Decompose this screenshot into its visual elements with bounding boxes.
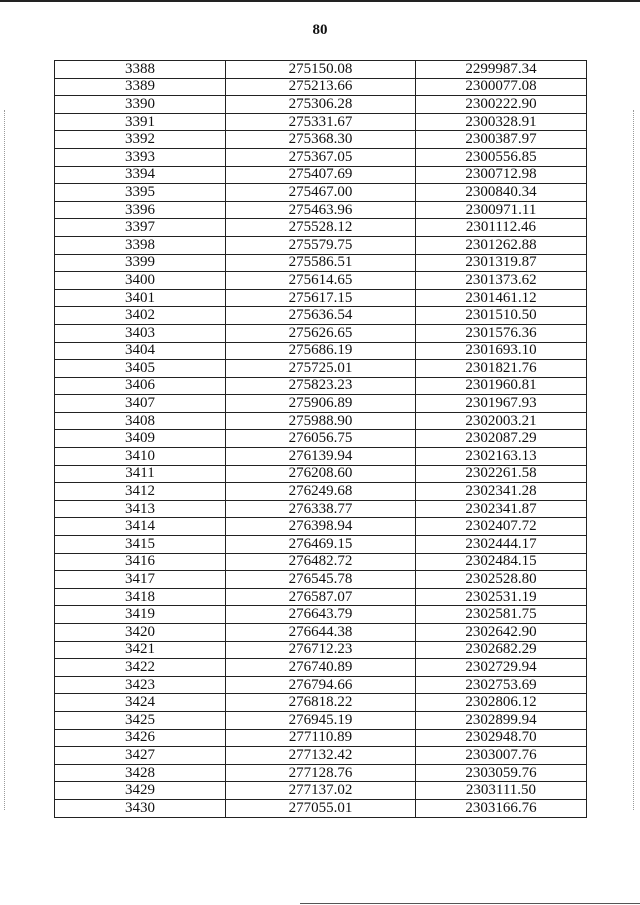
x-coordinate-cell: 276587.07: [226, 588, 416, 606]
point-number-cell: 3390: [55, 96, 226, 114]
x-coordinate-cell: 275725.01: [226, 360, 416, 378]
point-number-cell: 3403: [55, 324, 226, 342]
point-number-cell: 3419: [55, 606, 226, 624]
table-row: [55, 500, 587, 518]
y-coordinate-cell: 2301373.62: [416, 272, 587, 290]
table-row: [55, 448, 587, 466]
point-number-cell: 3392: [55, 131, 226, 149]
table-row: [55, 307, 587, 325]
table-row: [55, 289, 587, 307]
y-coordinate-cell: 2302341.28: [416, 483, 587, 501]
table-row: [55, 624, 587, 642]
y-coordinate-cell: 2301821.76: [416, 360, 587, 378]
table-row: [55, 782, 587, 800]
point-number-cell: 3426: [55, 729, 226, 747]
x-coordinate-cell: 277055.01: [226, 799, 416, 817]
point-number-cell: 3413: [55, 500, 226, 518]
y-coordinate-cell: 2302003.21: [416, 412, 587, 430]
x-coordinate-cell: 275150.08: [226, 61, 416, 79]
y-coordinate-cell: 2302531.19: [416, 588, 587, 606]
point-number-cell: 3423: [55, 676, 226, 694]
x-coordinate-cell: 276712.23: [226, 641, 416, 659]
table-row: [55, 676, 587, 694]
x-coordinate-cell: 276545.78: [226, 571, 416, 589]
x-coordinate-cell: 275988.90: [226, 412, 416, 430]
point-number-cell: 3400: [55, 272, 226, 290]
y-coordinate-cell: 2302528.80: [416, 571, 587, 589]
point-number-cell: 3393: [55, 148, 226, 166]
table-row: [55, 799, 587, 817]
y-coordinate-cell: 2300077.08: [416, 78, 587, 96]
point-number-cell: 3408: [55, 412, 226, 430]
y-coordinate-cell: 2302087.29: [416, 430, 587, 448]
y-coordinate-cell: 2302729.94: [416, 659, 587, 677]
point-number-cell: 3405: [55, 360, 226, 378]
point-number-cell: 3409: [55, 430, 226, 448]
x-coordinate-cell: 277128.76: [226, 764, 416, 782]
table-row: [55, 254, 587, 272]
y-coordinate-cell: 2301461.12: [416, 289, 587, 307]
point-number-cell: 3410: [55, 448, 226, 466]
y-coordinate-cell: 2299987.34: [416, 61, 587, 79]
table-row: [55, 694, 587, 712]
page-number: 80: [312, 22, 328, 38]
point-number-cell: 3429: [55, 782, 226, 800]
y-coordinate-cell: 2302806.12: [416, 694, 587, 712]
y-coordinate-cell: 2300328.91: [416, 113, 587, 131]
y-coordinate-cell: 2302261.58: [416, 465, 587, 483]
point-number-cell: 3418: [55, 588, 226, 606]
point-number-cell: 3424: [55, 694, 226, 712]
point-number-cell: 3397: [55, 219, 226, 237]
table-row: [55, 536, 587, 554]
point-number-cell: 3399: [55, 254, 226, 272]
y-coordinate-cell: 2301319.87: [416, 254, 587, 272]
x-coordinate-cell: 276482.72: [226, 553, 416, 571]
x-coordinate-cell: 275636.54: [226, 307, 416, 325]
x-coordinate-cell: 275617.15: [226, 289, 416, 307]
point-number-cell: 3412: [55, 483, 226, 501]
point-number-cell: 3420: [55, 624, 226, 642]
table-row: [55, 641, 587, 659]
y-coordinate-cell: 2301112.46: [416, 219, 587, 237]
table-row: [55, 360, 587, 378]
table-row: [55, 131, 587, 149]
point-number-cell: 3421: [55, 641, 226, 659]
x-coordinate-cell: 275579.75: [226, 236, 416, 254]
point-number-cell: 3396: [55, 201, 226, 219]
point-number-cell: 3422: [55, 659, 226, 677]
point-number-cell: 3428: [55, 764, 226, 782]
table-row: [55, 412, 587, 430]
table-row: [55, 342, 587, 360]
x-coordinate-cell: 276208.60: [226, 465, 416, 483]
point-number-cell: 3398: [55, 236, 226, 254]
y-coordinate-cell: 2300387.97: [416, 131, 587, 149]
y-coordinate-cell: 2302341.87: [416, 500, 587, 518]
x-coordinate-cell: 275367.05: [226, 148, 416, 166]
y-coordinate-cell: 2300840.34: [416, 184, 587, 202]
x-coordinate-cell: 275614.65: [226, 272, 416, 290]
table-row: [55, 571, 587, 589]
coordinates-table-body: [55, 61, 587, 818]
table-row: [55, 395, 587, 413]
x-coordinate-cell: 275331.67: [226, 113, 416, 131]
y-coordinate-cell: 2303166.76: [416, 799, 587, 817]
y-coordinate-cell: 2302444.17: [416, 536, 587, 554]
table-row: [55, 219, 587, 237]
y-coordinate-cell: 2300712.98: [416, 166, 587, 184]
y-coordinate-cell: 2303111.50: [416, 782, 587, 800]
x-coordinate-cell: 275686.19: [226, 342, 416, 360]
x-coordinate-cell: 276643.79: [226, 606, 416, 624]
point-number-cell: 3425: [55, 711, 226, 729]
point-number-cell: 3416: [55, 553, 226, 571]
x-coordinate-cell: 275407.69: [226, 166, 416, 184]
table-row: [55, 148, 587, 166]
point-number-cell: 3395: [55, 184, 226, 202]
table-row: [55, 184, 587, 202]
table-row: [55, 764, 587, 782]
x-coordinate-cell: 276056.75: [226, 430, 416, 448]
x-coordinate-cell: 275823.23: [226, 377, 416, 395]
table-row: [55, 430, 587, 448]
y-coordinate-cell: 2300222.90: [416, 96, 587, 114]
table-row: [55, 166, 587, 184]
y-coordinate-cell: 2303007.76: [416, 747, 587, 765]
y-coordinate-cell: 2302682.29: [416, 641, 587, 659]
table-row: [55, 518, 587, 536]
x-coordinate-cell: 275528.12: [226, 219, 416, 237]
y-coordinate-cell: 2302407.72: [416, 518, 587, 536]
table-row: [55, 113, 587, 131]
x-coordinate-cell: 276338.77: [226, 500, 416, 518]
table-row: [55, 201, 587, 219]
x-coordinate-cell: 276139.94: [226, 448, 416, 466]
point-number-cell: 3430: [55, 799, 226, 817]
y-coordinate-cell: 2302484.15: [416, 553, 587, 571]
y-coordinate-cell: 2301967.93: [416, 395, 587, 413]
y-coordinate-cell: 2300556.85: [416, 148, 587, 166]
y-coordinate-cell: 2301262.88: [416, 236, 587, 254]
bottom-edge-rule: [300, 903, 640, 904]
point-number-cell: 3394: [55, 166, 226, 184]
y-coordinate-cell: 2302753.69: [416, 676, 587, 694]
x-coordinate-cell: 276398.94: [226, 518, 416, 536]
table-row: [55, 465, 587, 483]
point-number-cell: 3427: [55, 747, 226, 765]
x-coordinate-cell: 275463.96: [226, 201, 416, 219]
point-number-cell: 3389: [55, 78, 226, 96]
x-coordinate-cell: 276740.89: [226, 659, 416, 677]
x-coordinate-cell: 275586.51: [226, 254, 416, 272]
table-row: [55, 377, 587, 395]
table-row: [55, 236, 587, 254]
x-coordinate-cell: 277137.02: [226, 782, 416, 800]
x-coordinate-cell: 277110.89: [226, 729, 416, 747]
point-number-cell: 3407: [55, 395, 226, 413]
point-number-cell: 3414: [55, 518, 226, 536]
point-number-cell: 3388: [55, 61, 226, 79]
y-coordinate-cell: 2302163.13: [416, 448, 587, 466]
table-row: [55, 729, 587, 747]
point-number-cell: 3402: [55, 307, 226, 325]
y-coordinate-cell: 2303059.76: [416, 764, 587, 782]
x-coordinate-cell: 276794.66: [226, 676, 416, 694]
point-number-cell: 3404: [55, 342, 226, 360]
table-row: [55, 96, 587, 114]
table-row: [55, 272, 587, 290]
point-number-cell: 3411: [55, 465, 226, 483]
x-coordinate-cell: 275306.28: [226, 96, 416, 114]
point-number-cell: 3391: [55, 113, 226, 131]
left-edge-mark: [4, 110, 6, 810]
x-coordinate-cell: 275213.66: [226, 78, 416, 96]
y-coordinate-cell: 2301576.36: [416, 324, 587, 342]
table-row: [55, 553, 587, 571]
y-coordinate-cell: 2302581.75: [416, 606, 587, 624]
x-coordinate-cell: 275906.89: [226, 395, 416, 413]
table-row: [55, 659, 587, 677]
table-row: [55, 78, 587, 96]
y-coordinate-cell: 2301960.81: [416, 377, 587, 395]
x-coordinate-cell: 276945.19: [226, 711, 416, 729]
x-coordinate-cell: 275368.30: [226, 131, 416, 149]
table-row: [55, 61, 587, 79]
table-row: [55, 324, 587, 342]
x-coordinate-cell: 276644.38: [226, 624, 416, 642]
table-row: [55, 711, 587, 729]
x-coordinate-cell: 276469.15: [226, 536, 416, 554]
table-row: [55, 747, 587, 765]
x-coordinate-cell: 276249.68: [226, 483, 416, 501]
y-coordinate-cell: 2301510.50: [416, 307, 587, 325]
y-coordinate-cell: 2300971.11: [416, 201, 587, 219]
right-edge-mark: [633, 110, 635, 810]
y-coordinate-cell: 2301693.10: [416, 342, 587, 360]
point-number-cell: 3417: [55, 571, 226, 589]
y-coordinate-cell: 2302948.70: [416, 729, 587, 747]
coordinates-table: [54, 60, 587, 818]
point-number-cell: 3415: [55, 536, 226, 554]
table-row: [55, 606, 587, 624]
x-coordinate-cell: 275467.00: [226, 184, 416, 202]
point-number-cell: 3406: [55, 377, 226, 395]
table-row: [55, 483, 587, 501]
x-coordinate-cell: 275626.65: [226, 324, 416, 342]
top-edge-rule: [0, 0, 640, 2]
table-row: [55, 588, 587, 606]
point-number-cell: 3401: [55, 289, 226, 307]
y-coordinate-cell: 2302642.90: [416, 624, 587, 642]
y-coordinate-cell: 2302899.94: [416, 711, 587, 729]
x-coordinate-cell: 276818.22: [226, 694, 416, 712]
x-coordinate-cell: 277132.42: [226, 747, 416, 765]
